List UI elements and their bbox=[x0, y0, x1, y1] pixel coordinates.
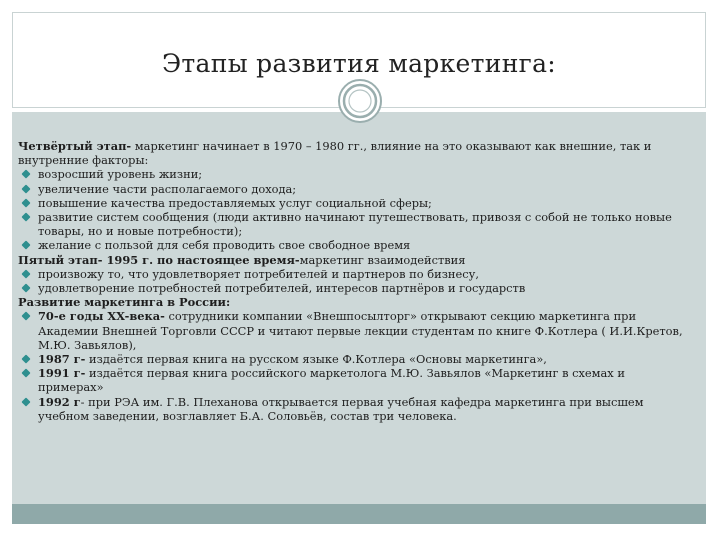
list-item bbox=[18, 238, 688, 252]
bullet-icon bbox=[21, 355, 30, 364]
stage-four-text: маркетинг начинает в 1970 – 1980 гг., влияние на это оказывают как внешние, так и внутренние факторы: bbox=[18, 139, 652, 168]
list-item-text: повышение качества предоставляемых услуг социальной сферы; bbox=[38, 195, 432, 210]
bullet-icon bbox=[21, 184, 30, 193]
list-item bbox=[18, 182, 688, 196]
list-item-text: - при РЭА им. Г.В. Плеханова открывается первая учебная кафедра маркетинга при высшем учебном заведении, возглавляет Б.А. Соловьёв, состав три человека. bbox=[38, 394, 644, 423]
list-item bbox=[18, 210, 688, 238]
list-item-date: 1992 г bbox=[38, 394, 81, 409]
slide-content bbox=[18, 139, 688, 423]
list-item bbox=[18, 267, 688, 281]
list-item bbox=[18, 366, 688, 394]
slide-title: Этапы развития маркетинга: bbox=[161, 49, 557, 78]
stage-five-heading: Пятый этап- 1995 г. по настоящее время- bbox=[18, 252, 300, 267]
list-item-date: 70-е годы XX-века- bbox=[38, 309, 165, 324]
list-item-text: возросший уровень жизни; bbox=[38, 167, 203, 182]
list-item-text: издаётся первая книга российского маркетолога М.Ю. Завьялов «Маркетинг в схемах и примерах» bbox=[38, 366, 625, 395]
bullet-icon bbox=[21, 369, 30, 378]
bullet-icon bbox=[21, 284, 30, 293]
bullet-icon bbox=[21, 397, 30, 406]
list-item-date: 1991 г- bbox=[38, 366, 86, 381]
list-item bbox=[18, 196, 688, 210]
list-item bbox=[18, 395, 688, 423]
paragraph-russia bbox=[18, 295, 688, 309]
bullet-icon bbox=[21, 241, 30, 250]
paragraph-stage-five bbox=[18, 253, 688, 267]
paragraph-stage-four bbox=[18, 139, 688, 167]
list-item bbox=[18, 281, 688, 295]
stage-four-heading: Четвёртый этап- bbox=[18, 139, 132, 153]
bullet-icon bbox=[21, 312, 30, 321]
list-item-text: удовлетворение потребностей потребителей, интересов партнёров и государств bbox=[38, 281, 526, 296]
list-item-date: 1987 г- bbox=[38, 352, 86, 367]
bottom-bar bbox=[12, 504, 706, 524]
list-item-text: увеличение части располагаемого дохода; bbox=[38, 181, 297, 196]
list-item-text: издаётся первая книга на русском языке Ф.Котлера «Основы маркетинга», bbox=[85, 352, 547, 367]
circle-emblem-icon bbox=[337, 78, 383, 124]
list-item-text: развитие систем сообщения (люди активно начинают путешествовать, привозя с собой не только новые товары, но и новые потребности); bbox=[38, 210, 672, 239]
stage-five-text: маркетинг взаимодействия bbox=[299, 252, 466, 267]
list-item-text: желание с пользой для себя проводить свое свободное время bbox=[38, 238, 411, 253]
russia-heading: Развитие маркетинга в России: bbox=[18, 295, 231, 310]
list-item-text: сотрудники компании «Внешпосылторг» открывают секцию маркетинга при Академии Внешней Торговли СССР и читают первые лекции студентам по книге Ф.Котлера ( И.И.Кретов, М.Ю. Завьялов), bbox=[38, 309, 683, 352]
list-item bbox=[18, 352, 688, 366]
list-item-text: произвожу то, что удовлетворяет потребителей и партнеров по бизнесу, bbox=[38, 266, 479, 281]
bullet-icon bbox=[21, 170, 30, 179]
list-item bbox=[18, 309, 688, 352]
bullet-icon bbox=[21, 212, 30, 221]
bullet-icon bbox=[21, 269, 30, 278]
list-item bbox=[18, 167, 688, 181]
bullet-icon bbox=[21, 198, 30, 207]
